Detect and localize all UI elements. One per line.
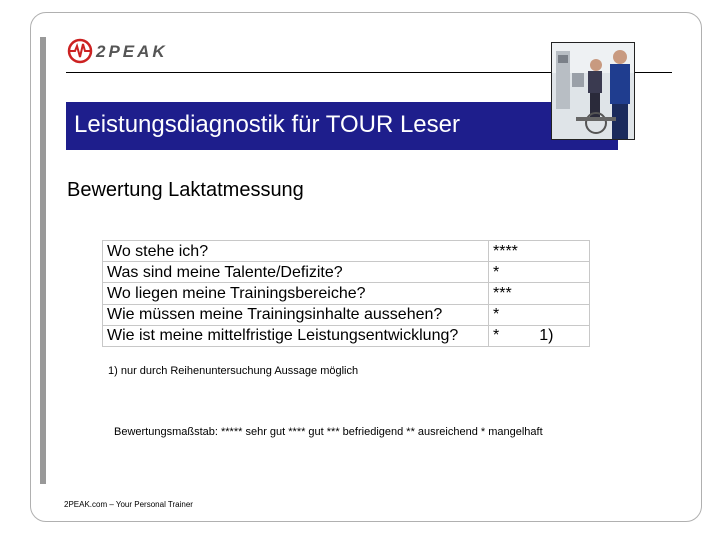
logo [66, 36, 190, 66]
assessment-table [102, 240, 590, 347]
rating-cell [489, 304, 590, 325]
rating-cell [489, 283, 590, 304]
page-title: Leistungsdiagnostik für TOUR Leser [74, 111, 460, 138]
rating-cell [489, 325, 590, 346]
left-accent-bar [40, 37, 46, 484]
footnote-marker: 1) [539, 327, 554, 345]
question-cell: Was sind meine Talente/Defizite? [103, 262, 489, 283]
table-row [103, 283, 590, 304]
section-subtitle: Bewertung Laktatmessung [67, 179, 304, 201]
rating-stars: * [493, 327, 500, 345]
heartbeat-circle-icon [69, 40, 91, 62]
question-cell: Wo liegen meine Trainingsbereiche? [103, 283, 489, 304]
footnote: 1) nur durch Reihenuntersuchung Aussage möglich [108, 365, 359, 377]
rating-stars: **** [493, 242, 518, 260]
footer-text: 2PEAK.com – Your Personal Trainer [64, 500, 193, 509]
table-row [103, 241, 590, 262]
rating-cell [489, 241, 590, 262]
table-row [103, 325, 590, 346]
rating-stars: * [493, 263, 500, 281]
rating-scale-legend: Bewertungsmaßstab: ***** sehr gut **** gut *** befriedigend ** ausreichend * mangelhaft [114, 426, 543, 438]
question-cell: Wie ist meine mittelfristige Leistungsentwicklung? [103, 325, 489, 346]
question-cell: Wo stehe ich? [103, 241, 489, 262]
question-cell: Wie müssen meine Trainingsinhalte aussehen? [103, 304, 489, 325]
rating-stars: *** [493, 284, 512, 302]
table-row [103, 262, 590, 283]
logo-text: 2PEAK [96, 42, 168, 61]
rating-stars: * [493, 306, 500, 324]
lab-test-photo [551, 42, 635, 140]
rating-cell [489, 262, 590, 283]
table-row [103, 304, 590, 325]
